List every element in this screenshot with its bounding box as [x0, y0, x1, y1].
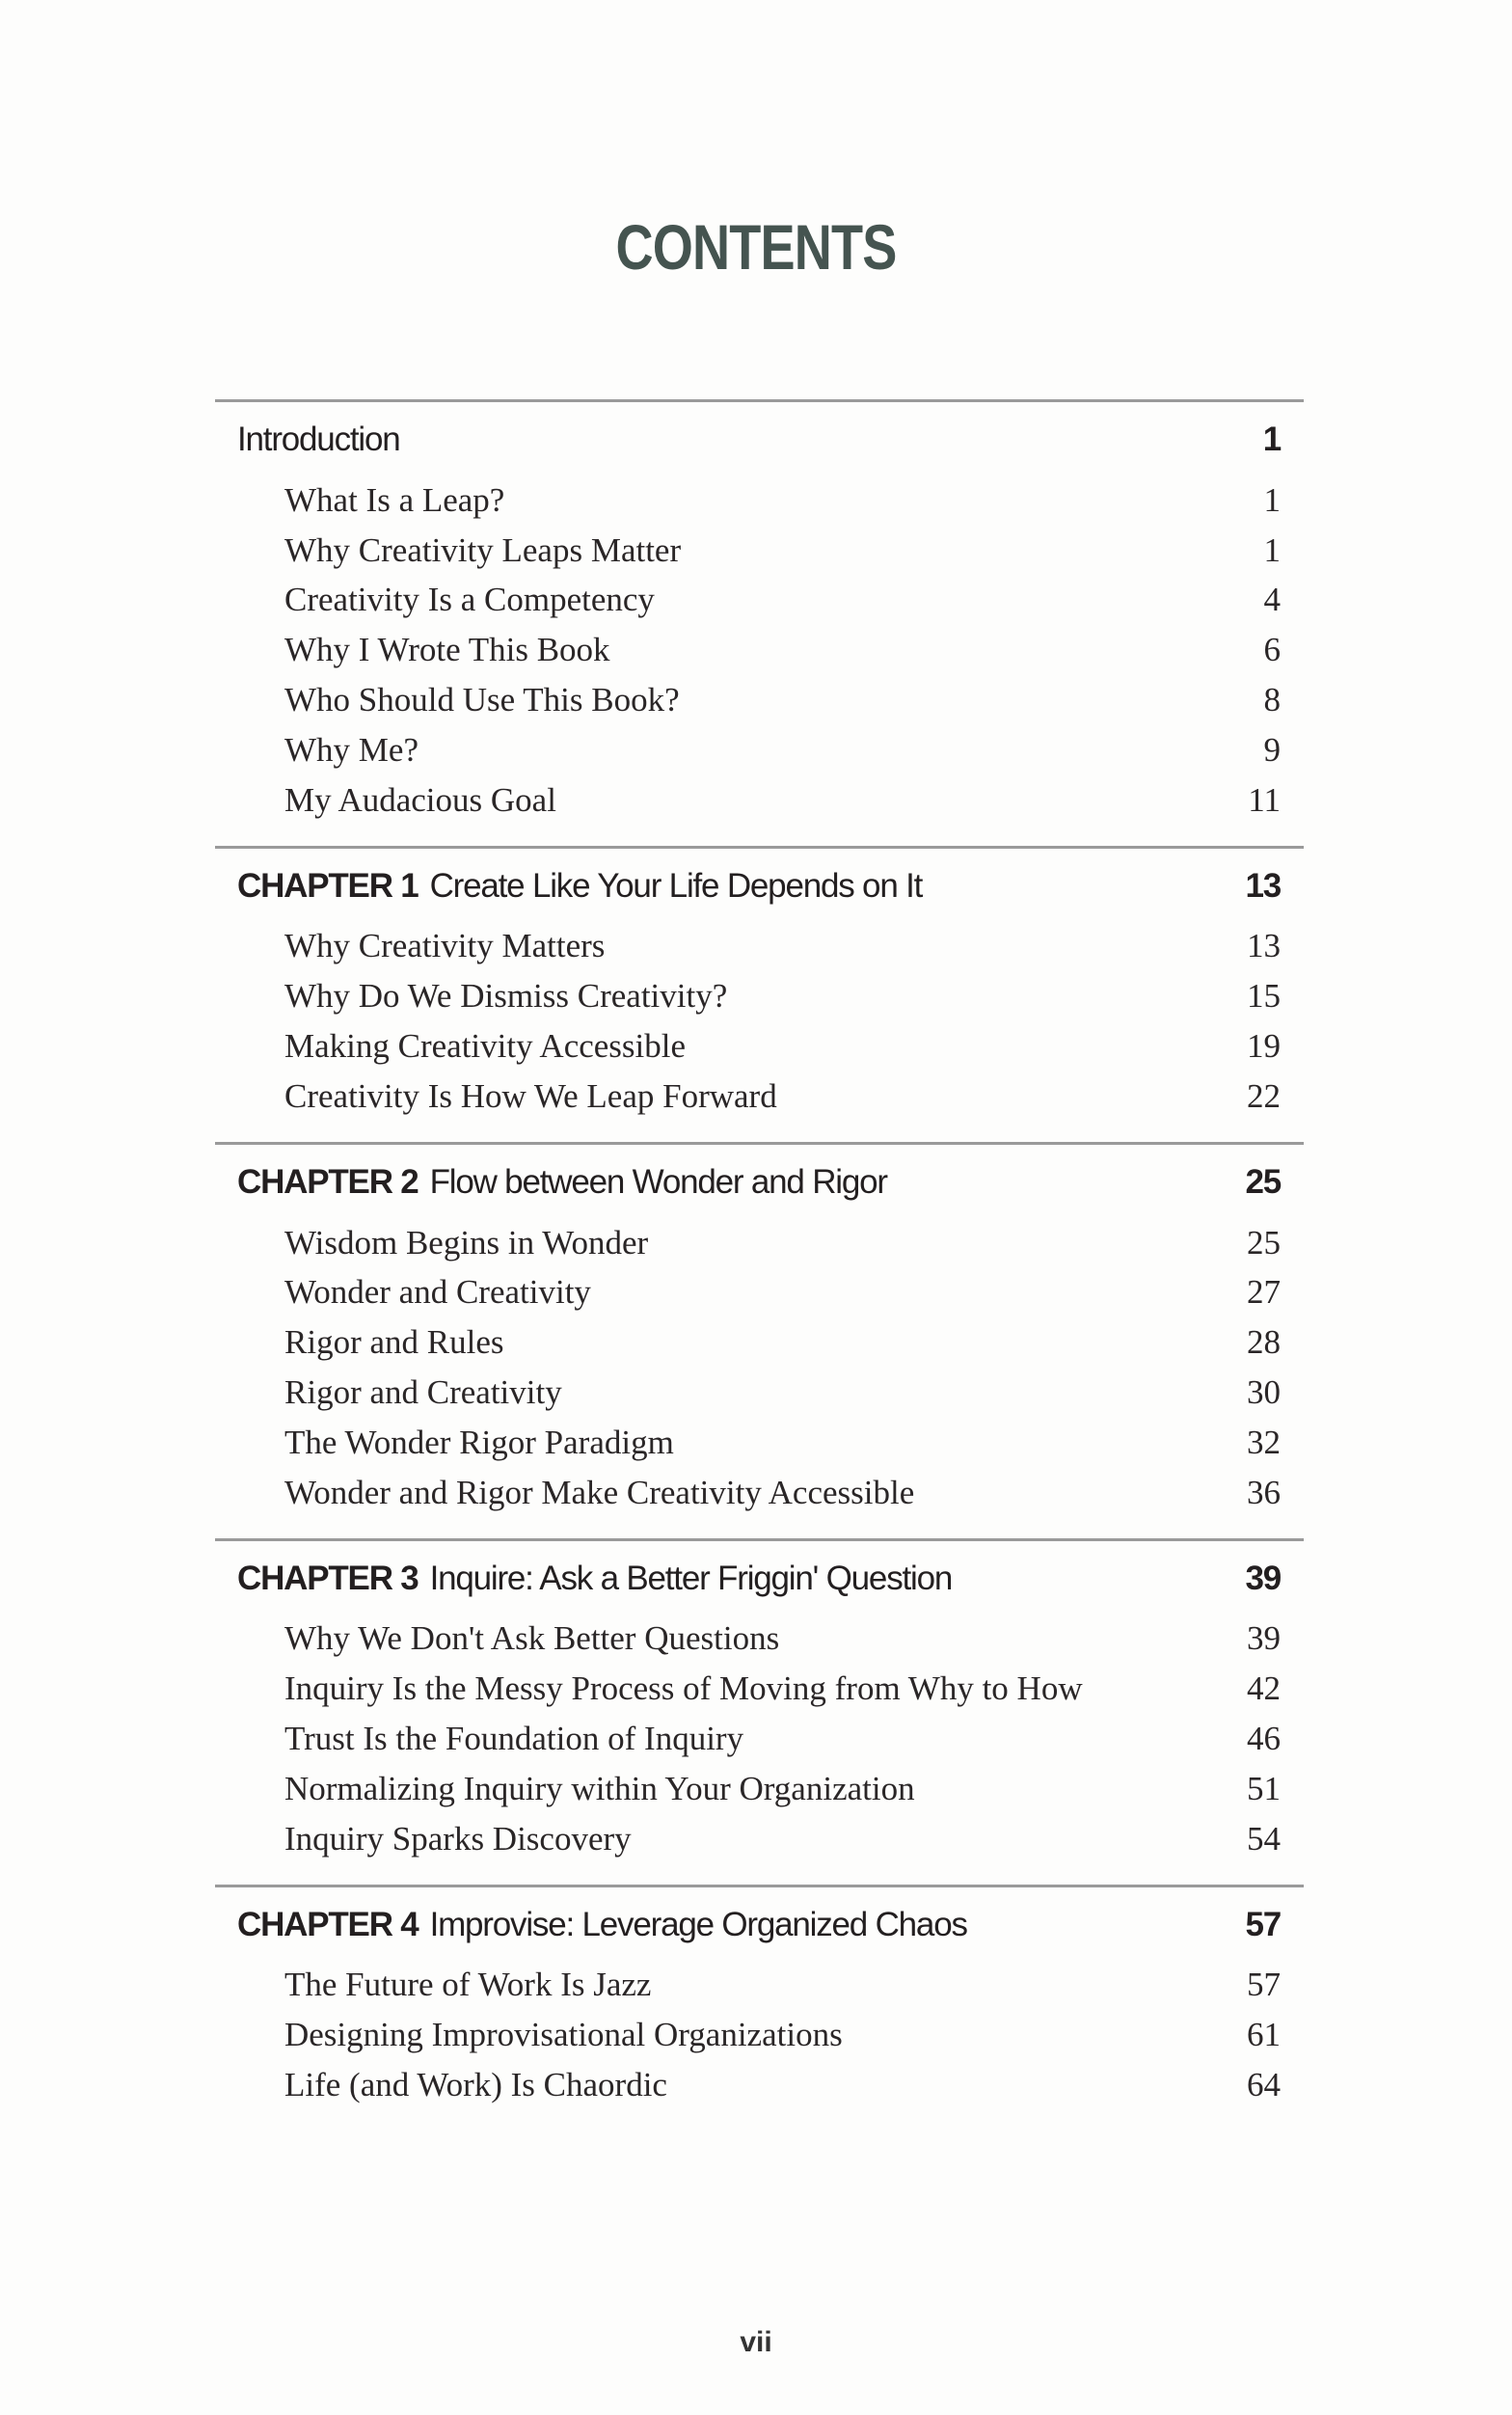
entry-title: Creativity Is How We Leap Forward [284, 1076, 777, 1115]
toc-entry[interactable] [215, 1418, 1304, 1468]
toc-entry[interactable] [215, 1368, 1304, 1418]
entry-title: Wisdom Begins in Wonder [284, 1223, 649, 1262]
entry-page: 36 [1247, 1473, 1281, 1511]
toc-entry[interactable] [215, 775, 1304, 826]
toc-entry[interactable] [215, 1268, 1304, 1318]
entry-title: The Wonder Rigor Paradigm [284, 1423, 674, 1461]
entry-page: 30 [1247, 1373, 1281, 1412]
page-number: vii [740, 2326, 772, 2358]
toc-entry[interactable] [215, 1615, 1304, 1665]
entry-page: 22 [1247, 1076, 1281, 1115]
subsection-list [215, 475, 1304, 826]
entry-title: The Future of Work Is Jazz [284, 1966, 652, 2004]
entry-title: Why Creativity Leaps Matter [284, 530, 682, 569]
entry-page: 39 [1247, 1619, 1281, 1658]
entry-page: 4 [1263, 581, 1281, 619]
entry-title: Rigor and Rules [284, 1323, 504, 1362]
entry-page: 9 [1263, 730, 1281, 769]
section-title: Introduction [237, 421, 400, 458]
entry-title: Normalizing Inquiry within Your Organization [284, 1769, 915, 1807]
section-heading[interactable] [215, 415, 1304, 465]
toc-entry[interactable] [215, 725, 1304, 775]
toc-entry[interactable] [215, 1317, 1304, 1368]
section-page: 25 [1245, 1162, 1281, 1201]
toc-entry[interactable] [215, 2010, 1304, 2060]
entry-page: 54 [1247, 1819, 1281, 1858]
section-heading[interactable] [215, 1554, 1304, 1604]
entry-title: Why We Don't Ask Better Questions [284, 1619, 780, 1658]
entry-page: 13 [1247, 927, 1281, 965]
entry-page: 11 [1248, 780, 1281, 819]
entry-page: 6 [1263, 631, 1281, 669]
section-heading[interactable] [215, 1157, 1304, 1208]
toc-section [215, 1538, 1304, 1885]
section-page: 13 [1245, 866, 1281, 905]
section-heading[interactable] [215, 1900, 1304, 1950]
toc-entry[interactable] [215, 475, 1304, 526]
chapter-label: CHAPTER 3 [237, 1559, 418, 1597]
entry-page: 57 [1247, 1966, 1281, 2004]
toc-entry[interactable] [215, 2060, 1304, 2110]
entry-page: 8 [1263, 681, 1281, 719]
toc-section [215, 399, 1304, 846]
page-title: CONTENTS [615, 211, 897, 283]
subsection-list [215, 1218, 1304, 1518]
section-page: 39 [1245, 1559, 1281, 1597]
entry-title: Life (and Work) Is Chaordic [284, 2066, 667, 2104]
entry-title: Rigor and Creativity [284, 1373, 562, 1412]
toc-entry[interactable] [215, 576, 1304, 626]
entry-page: 51 [1247, 1769, 1281, 1807]
entry-title: Trust Is the Foundation of Inquiry [284, 1720, 744, 1758]
section-title: Improvise: Leverage Organized Chaos [429, 1905, 967, 1943]
entry-title: Why Creativity Matters [284, 927, 606, 965]
toc-entry[interactable] [215, 922, 1304, 972]
chapter-label: CHAPTER 4 [237, 1905, 418, 1943]
chapter-label: CHAPTER 1 [237, 866, 418, 905]
entry-title: Inquiry Is the Messy Process of Moving from Why to How [284, 1669, 1083, 1708]
entry-page: 19 [1247, 1027, 1281, 1066]
toc-entry[interactable] [215, 1814, 1304, 1864]
section-page: 1 [1262, 421, 1281, 458]
toc-entry[interactable] [215, 625, 1304, 675]
toc-entry[interactable] [215, 675, 1304, 725]
entry-page: 28 [1247, 1323, 1281, 1362]
entry-title: Why Me? [284, 730, 418, 769]
section-title: Create Like Your Life Depends on It [429, 866, 923, 905]
entry-title: Wonder and Creativity [284, 1273, 591, 1312]
entry-title: Creativity Is a Competency [284, 581, 655, 619]
entry-title: My Audacious Goal [284, 780, 556, 819]
entry-page: 15 [1247, 977, 1281, 1016]
toc-entry[interactable] [215, 526, 1304, 576]
toc-section [215, 846, 1304, 1142]
toc-entry[interactable] [215, 1072, 1304, 1122]
entry-title: Who Should Use This Book? [284, 681, 680, 719]
toc-section [215, 1885, 1304, 2130]
subsection-list [215, 922, 1304, 1122]
entry-page: 46 [1247, 1720, 1281, 1758]
section-page: 57 [1245, 1905, 1281, 1943]
entry-title: Designing Improvisational Organizations [284, 2016, 843, 2054]
table-of-contents [215, 399, 1304, 2130]
toc-section [215, 1142, 1304, 1538]
entry-title: Wonder and Rigor Make Creativity Accessible [284, 1473, 915, 1511]
entry-title: Why I Wrote This Book [284, 631, 610, 669]
section-title: Inquire: Ask a Better Friggin' Question [429, 1559, 953, 1597]
entry-page: 64 [1247, 2066, 1281, 2104]
entry-title: What Is a Leap? [284, 480, 505, 519]
entry-page: 1 [1263, 530, 1281, 569]
entry-page: 1 [1263, 480, 1281, 519]
toc-entry[interactable] [215, 1764, 1304, 1814]
entry-page: 27 [1247, 1273, 1281, 1312]
entry-title: Why Do We Dismiss Creativity? [284, 977, 728, 1016]
toc-entry[interactable] [215, 1468, 1304, 1518]
chapter-label: CHAPTER 2 [237, 1162, 418, 1201]
entry-title: Making Creativity Accessible [284, 1027, 687, 1066]
entry-title: Inquiry Sparks Discovery [284, 1819, 632, 1858]
subsection-list [215, 1961, 1304, 2110]
entry-page: 32 [1247, 1423, 1281, 1461]
toc-entry[interactable] [215, 1714, 1304, 1764]
entry-page: 25 [1247, 1223, 1281, 1262]
section-title: Flow between Wonder and Rigor [429, 1162, 887, 1201]
toc-entry[interactable] [215, 1218, 1304, 1268]
subsection-list [215, 1615, 1304, 1864]
toc-entry[interactable] [215, 1021, 1304, 1072]
entry-page: 42 [1247, 1669, 1281, 1708]
toc-entry[interactable] [215, 971, 1304, 1021]
entry-page: 61 [1247, 2016, 1281, 2054]
toc-entry[interactable] [215, 1961, 1304, 2011]
section-heading[interactable] [215, 861, 1304, 911]
toc-entry[interactable] [215, 1664, 1304, 1714]
